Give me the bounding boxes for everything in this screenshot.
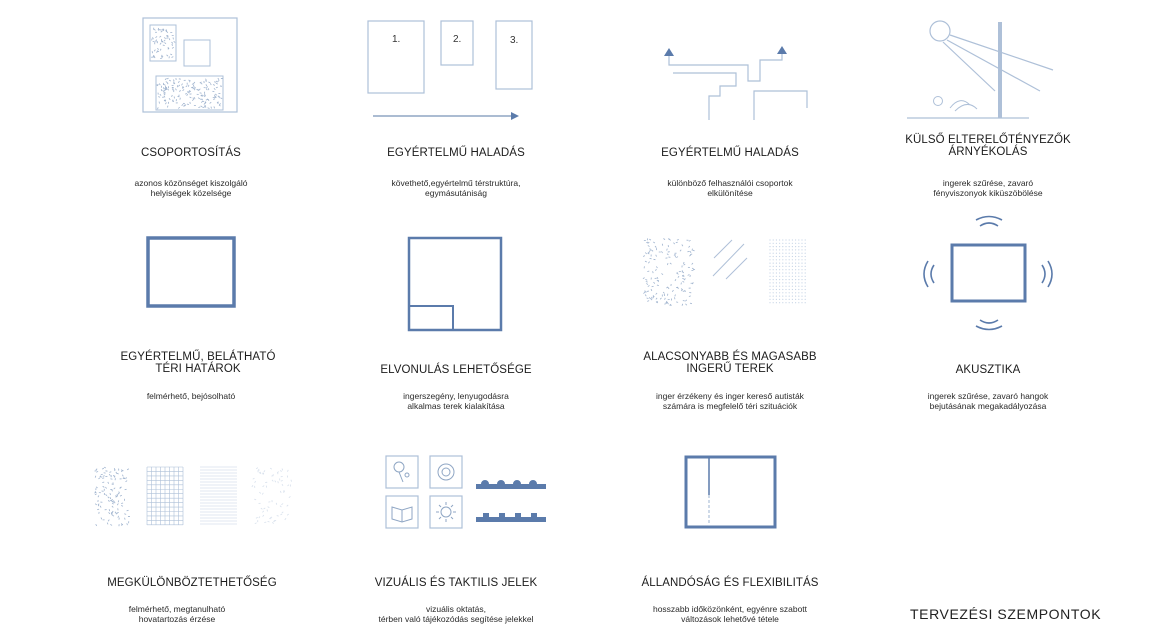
cell-desc [356, 391, 556, 411]
target-icon [438, 464, 454, 480]
grouping-icon [140, 15, 240, 115]
sequence-icon [365, 18, 535, 128]
signs-icon [385, 455, 550, 530]
cell-title: EGYÉRTELMŰ HALADÁS [387, 147, 525, 159]
desc-line: ingerek szűrése, zavaró hangok [927, 391, 1049, 401]
shading-icon [905, 15, 1065, 120]
cell-title [98, 351, 298, 375]
boundary-icon [146, 236, 238, 310]
title-line: EGYÉRTELMŰ, BELÁTHATÓ [120, 351, 276, 363]
cell-title: AKUSZTIKA [955, 364, 1021, 376]
stimulus-icon [640, 236, 812, 308]
cell-desc [340, 604, 572, 624]
seq-label: 2. [453, 34, 462, 45]
cell-desc [614, 604, 846, 624]
cell-title: MEGKÜLÖNBÖZTETHETŐSÉG [107, 577, 277, 589]
cell-title: EGYÉRTELMŰ HALADÁS [661, 147, 799, 159]
desc-line: ingerszegény, lenyugodásra [403, 391, 509, 401]
paths-icon [660, 40, 810, 120]
cell-title: CSOPORTOSÍTÁS [141, 147, 241, 159]
cell-title: ELVONULÁS LEHETŐSÉGE [380, 364, 532, 376]
retreat-icon [407, 236, 505, 334]
title-line: KÜLSŐ ELTERELŐTÉNYEZŐK [905, 134, 1071, 146]
cell-title [888, 134, 1088, 158]
desc-line: térben való tájékozódás segítése jelekkel [378, 614, 534, 624]
desc-line: követhető,egyértelmű térstruktúra, [391, 178, 521, 188]
seq-label: 3. [510, 35, 519, 46]
desc-line: fényviszonyok kiküszöbölése [933, 188, 1043, 198]
cell-desc [888, 178, 1088, 198]
desc-line: elkülönítése [707, 188, 753, 198]
desc-line: bejutásának megakadályozása [929, 401, 1047, 411]
desc-line: hovatartozás érzése [138, 614, 216, 624]
desc-line: helyiségek közelsége [150, 188, 232, 198]
title-line: INGERŰ TEREK [686, 363, 774, 375]
distinguish-icon [93, 465, 293, 527]
desc-line: alkalmas terek kialakítása [407, 401, 505, 411]
cell-title: ÁLLANDÓSÁG ÉS FLEXIBILITÁS [641, 577, 819, 589]
desc-line: hosszabb időközönként, egyénre szabott [652, 604, 808, 614]
acoustics-icon [920, 213, 1060, 333]
cell-desc [91, 178, 291, 198]
cell-desc [77, 604, 277, 624]
flexibility-icon [684, 455, 778, 530]
desc-line: számára is megfelelő téri szituációk [662, 401, 798, 411]
desc-line: felmérhető, bejósolható [146, 391, 236, 401]
book-icon [392, 507, 412, 522]
desc-line: különböző felhasználói csoportok [667, 178, 793, 188]
desc-line: ingerek szűrése, zavaró [942, 178, 1034, 188]
cell-desc [888, 391, 1088, 411]
seq-label: 1. [392, 34, 401, 45]
title-line: ALACSONYABB ÉS MAGASABB [643, 351, 817, 363]
cell-desc [630, 178, 830, 198]
cell-desc [614, 391, 846, 411]
sun-icon [436, 502, 456, 522]
desc-line: inger érzékeny és inger kereső autisták [656, 391, 804, 401]
desc-line: egymásutániság [425, 188, 487, 198]
cell-desc [91, 391, 291, 401]
cell-title: VIZUÁLIS ÉS TAKTILIS JELEK [374, 577, 538, 589]
cell-title [630, 351, 830, 375]
flower-icon [394, 462, 409, 482]
desc-line: változások lehetővé tétele [681, 614, 779, 624]
page-caption: TERVEZÉSI SZEMPONTOK [910, 606, 1102, 622]
desc-line: vizuális oktatás, [426, 604, 486, 614]
title-line: ÁRNYÉKOLÁS [948, 146, 1028, 158]
desc-line: azonos közönséget kiszolgáló [134, 178, 248, 188]
desc-line: felmérhető, megtanulható [128, 604, 226, 614]
cell-desc [356, 178, 556, 198]
title-line: TÉRI HATÁROK [155, 363, 241, 375]
